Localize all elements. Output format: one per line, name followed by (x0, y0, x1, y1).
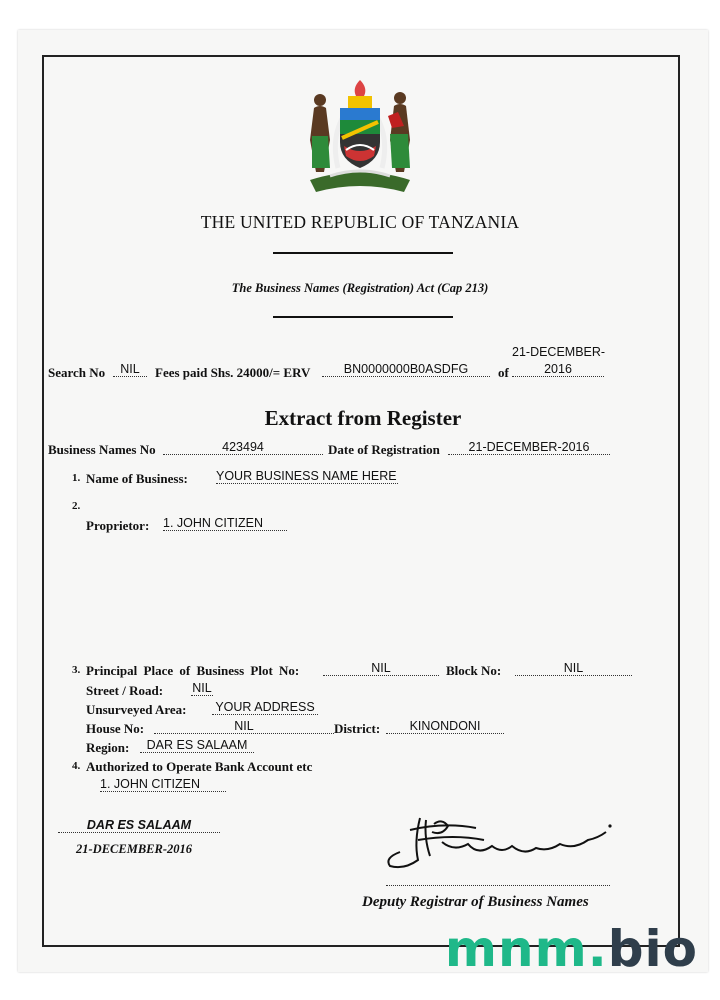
item-1-number: 1. (72, 472, 81, 484)
region-label: Region: (86, 740, 130, 755)
search-date-line2: 2016 (512, 362, 604, 377)
unsurveyed-value: YOUR ADDRESS (212, 700, 318, 715)
block-no-label: Block No: (446, 663, 502, 678)
business-no-value: 423494 (163, 440, 323, 455)
unsurveyed-label: Unsurveyed Area: (86, 702, 187, 717)
issue-place: DAR ES SALAAM (58, 818, 220, 833)
street-value: NIL (192, 681, 212, 695)
proprietor-value: 1. JOHN CITIZEN (163, 516, 287, 531)
coat-of-arms-emblem (300, 76, 420, 194)
business-name-label: Name of Business: (86, 471, 188, 486)
divider-top (273, 252, 453, 254)
registration-date-value: 21-DECEMBER-2016 (448, 440, 610, 455)
search-no-label: Search No (48, 365, 106, 380)
act-title: The Business Names (Registration) Act (Cap 213) (231, 281, 489, 295)
item-4-number: 4. (72, 760, 81, 772)
divider-bottom (273, 316, 453, 318)
bank-account-value: 1. JOHN CITIZEN (100, 777, 226, 792)
district-label: District: (334, 721, 381, 736)
house-no-value: NIL (154, 719, 334, 734)
registrar-signature (384, 812, 616, 874)
proprietor-label: Proprietor: (86, 518, 150, 533)
registration-date-label: Date of Registration (328, 442, 440, 457)
signatory-title: Deputy Registrar of Business Names (362, 894, 589, 910)
street-label: Street / Road: (86, 683, 164, 698)
issue-date: 21-DECEMBER-2016 (76, 842, 192, 856)
business-no-label: Business Names No (48, 442, 156, 457)
bank-account-label: Authorized to Operate Bank Account etc (86, 759, 313, 774)
watermark-part2: bio (607, 920, 698, 978)
principal-place-label: Principal Place of Business Plot No: (86, 663, 300, 678)
search-no-value: NIL (113, 362, 147, 377)
house-no-label: House No: (86, 721, 145, 736)
item-3-number: 3. (72, 664, 81, 676)
block-no-value: NIL (515, 661, 632, 676)
erv-value: BN0000000B0ASDFG (322, 362, 490, 377)
country-title: THE UNITED REPUBLIC OF TANZANIA (200, 212, 520, 232)
region-value: DAR ES SALAAM (140, 738, 254, 753)
search-date-line1: 21-DECEMBER- (512, 345, 606, 359)
fees-label: Fees paid Shs. 24000/= ERV (155, 365, 311, 380)
item-2-number: 2. (72, 500, 81, 512)
watermark-part1: mnm. (444, 920, 608, 978)
watermark-logo (445, 920, 698, 978)
document-title: Extract from Register (264, 406, 462, 430)
of-label: of (498, 365, 509, 380)
plot-no-value: NIL (323, 661, 439, 676)
business-name-value: YOUR BUSINESS NAME HERE (216, 469, 397, 483)
district-value: KINONDONI (386, 719, 504, 734)
signature-line (386, 884, 610, 886)
